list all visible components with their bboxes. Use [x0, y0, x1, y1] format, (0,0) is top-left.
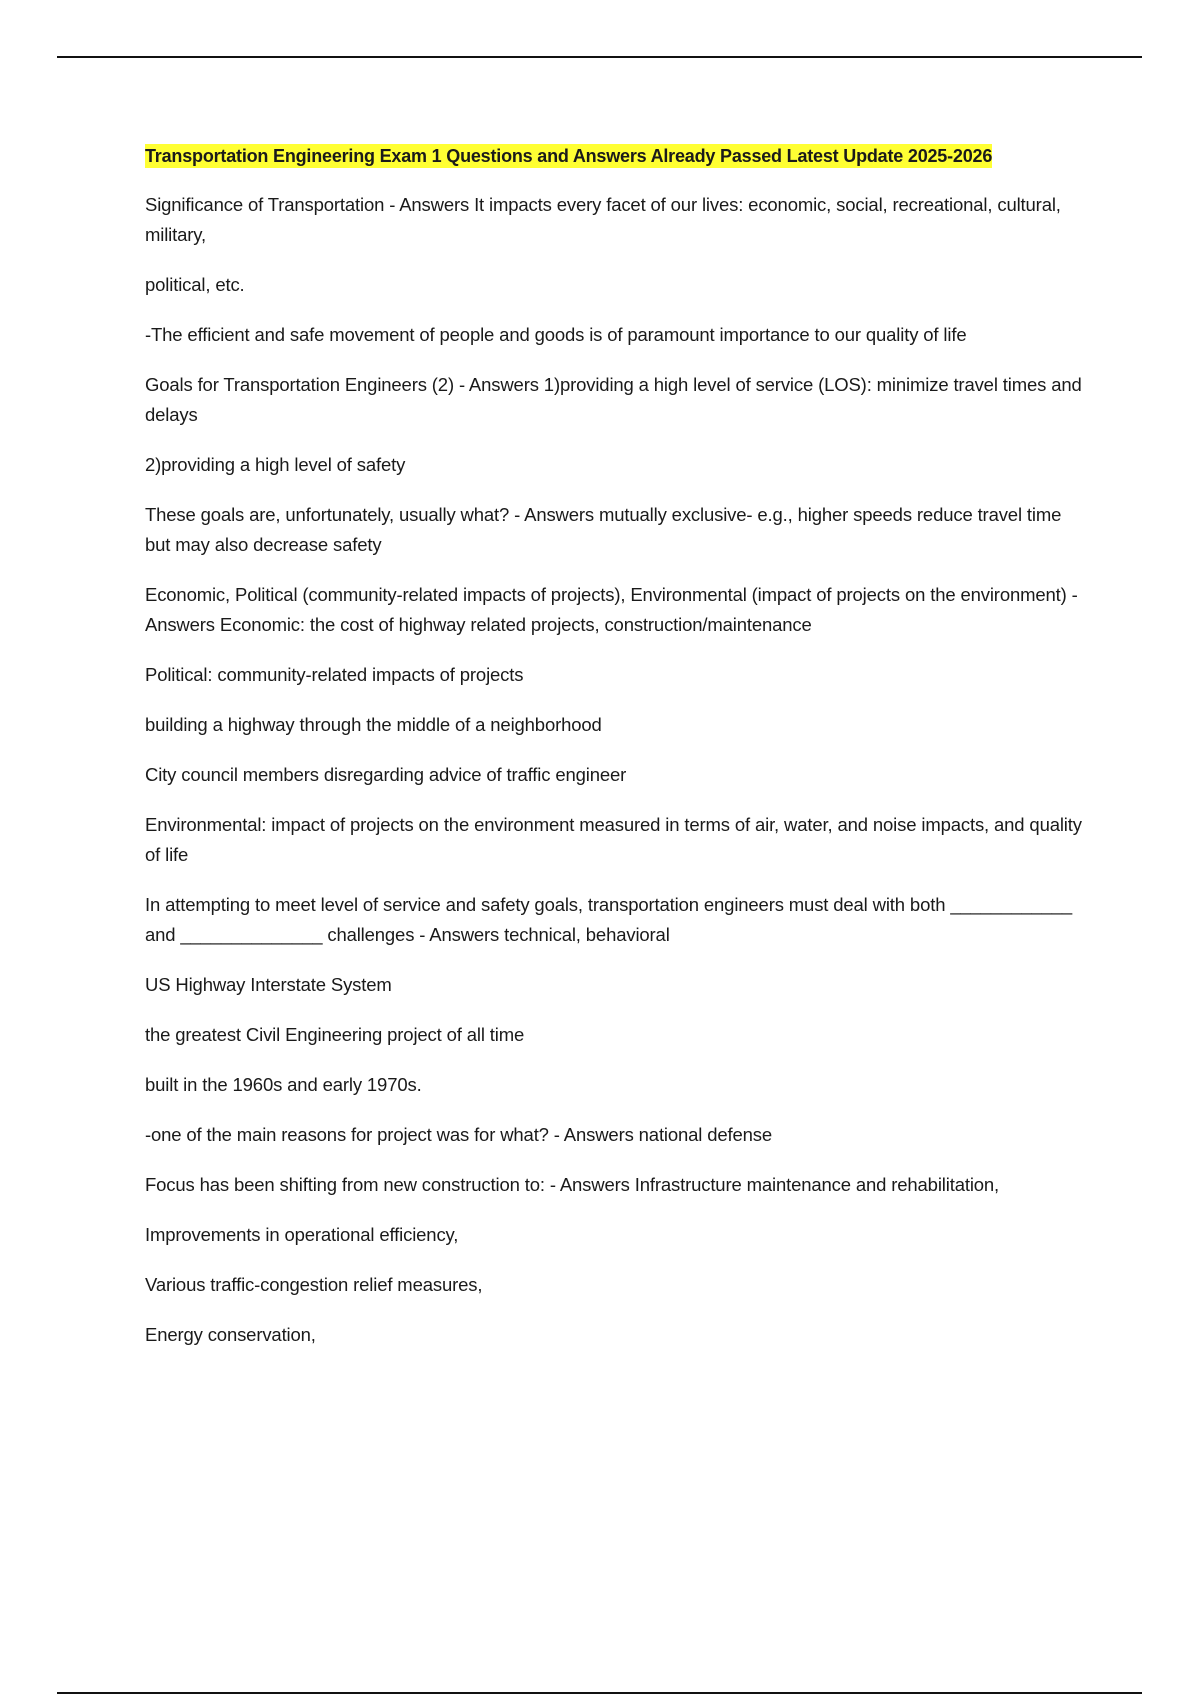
paragraph: Political: community-related impacts of projects [145, 664, 524, 685]
paragraph: building a highway through the middle of a neighborhood [145, 714, 602, 735]
paragraph: City council members disregarding advice of traffic engineer [145, 764, 627, 785]
footer-rule [57, 1692, 1142, 1694]
paragraph: These goals are, unfortunately, usually what? - Answers mutually exclusive- e.g., higher speeds reduce travel time but may also decrease safety [145, 504, 1062, 555]
paragraph: 2)providing a high level of safety [145, 454, 406, 475]
paragraph: Focus has been shifting from new construction to: - Answers Infrastructure maintenance and rehabilitation, [145, 1174, 1000, 1195]
paragraph: -one of the main reasons for project was for what? - Answers national defense [145, 1124, 773, 1145]
header-rule [57, 56, 1142, 58]
paragraph: In attempting to meet level of service and safety goals, transportation engineers must deal with both ____________ and ______________ challenges - Answers technical, behavioral [145, 894, 1072, 945]
paragraph: Energy conservation, [145, 1324, 316, 1345]
paragraph: Improvements in operational efficiency, [145, 1224, 459, 1245]
paragraph: political, etc. [145, 274, 245, 295]
paragraph: -The efficient and safe movement of people and goods is of paramount importance to our quality of life [145, 324, 967, 345]
document-title: Transportation Engineering Exam 1 Questions and Answers Already Passed Latest Update 2025-2026 [145, 146, 993, 166]
paragraph: the greatest Civil Engineering project of all time [145, 1024, 525, 1045]
paragraph: Environmental: impact of projects on the environment measured in terms of air, water, and noise impacts, and quality of life [145, 814, 1082, 865]
paragraph: built in the 1960s and early 1970s. [145, 1074, 422, 1095]
paragraph: Various traffic-congestion relief measures, [145, 1274, 483, 1295]
paragraph: Goals for Transportation Engineers (2) - Answers 1)providing a high level of service (LOS): minimize travel times and delays [145, 374, 1082, 425]
paragraph: Economic, Political (community-related impacts of projects), Environmental (impact of projects on the environment) - Answers Economic: the cost of highway related projects, construction/maintenance [145, 584, 1078, 635]
paragraph: US Highway Interstate System [145, 974, 392, 995]
paragraph: Significance of Transportation - Answers It impacts every facet of our lives: economic, social, recreational, cultural, military, [145, 194, 1061, 245]
document-body [145, 144, 1085, 1370]
